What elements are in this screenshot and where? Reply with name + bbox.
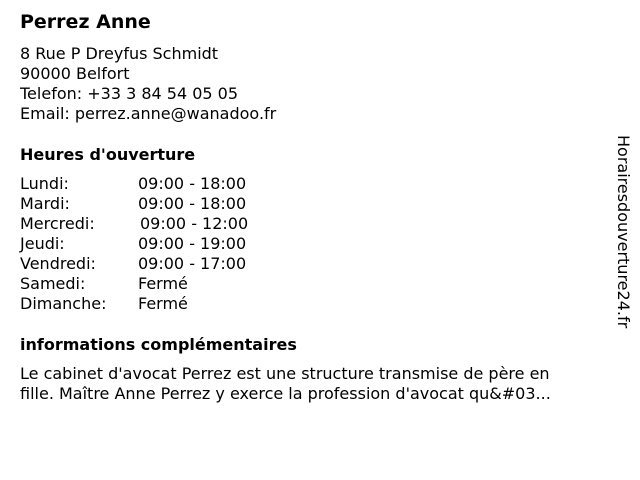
hours-row-friday bbox=[20, 254, 320, 274]
hours-row-thursday bbox=[20, 234, 320, 254]
hours-row-saturday bbox=[20, 274, 320, 294]
time-value: 09:00 - 18:00 bbox=[138, 194, 247, 213]
city-line: 90000 Belfort bbox=[20, 64, 130, 83]
day-label: Vendredi: bbox=[20, 254, 96, 273]
hours-row-sunday bbox=[20, 294, 320, 314]
time-value: 09:00 - 19:00 bbox=[138, 234, 247, 253]
opening-hours-heading: Heures d'ouverture bbox=[20, 145, 196, 164]
info-line-2: fille. Maître Anne Perrez y exerce la profession d'avocat qu&#03... bbox=[20, 384, 551, 403]
day-label: Dimanche: bbox=[20, 294, 107, 313]
day-label: Mardi: bbox=[20, 194, 70, 213]
time-value: 09:00 - 12:00 bbox=[140, 214, 249, 233]
time-value: Fermé bbox=[138, 294, 188, 313]
phone-line: Telefon: +33 3 84 54 05 05 bbox=[20, 84, 239, 103]
hours-row-tuesday bbox=[20, 194, 320, 214]
time-value: 09:00 - 18:00 bbox=[138, 174, 247, 193]
email-line: Email: perrez.anne@wanadoo.fr bbox=[20, 104, 277, 123]
day-label: Jeudi: bbox=[20, 234, 65, 253]
additional-info-text bbox=[20, 364, 620, 404]
hours-row-wednesday bbox=[20, 214, 320, 234]
site-watermark: Horairesdouverture24.fr bbox=[614, 135, 633, 329]
day-label: Samedi: bbox=[20, 274, 86, 293]
time-value: 09:00 - 17:00 bbox=[138, 254, 247, 273]
day-label: Lundi: bbox=[20, 174, 69, 193]
street-address: 8 Rue P Dreyfus Schmidt bbox=[20, 44, 219, 63]
opening-hours-table bbox=[20, 174, 320, 314]
info-line-1: Le cabinet d'avocat Perrez est une structure transmise de père en bbox=[20, 364, 550, 383]
address-block bbox=[20, 44, 276, 124]
time-value: Fermé bbox=[138, 274, 188, 293]
hours-row-monday bbox=[20, 174, 320, 194]
day-label: Mercredi: bbox=[20, 214, 95, 233]
business-name: Perrez Anne bbox=[20, 11, 151, 33]
additional-info-heading: informations complémentaires bbox=[20, 335, 297, 354]
